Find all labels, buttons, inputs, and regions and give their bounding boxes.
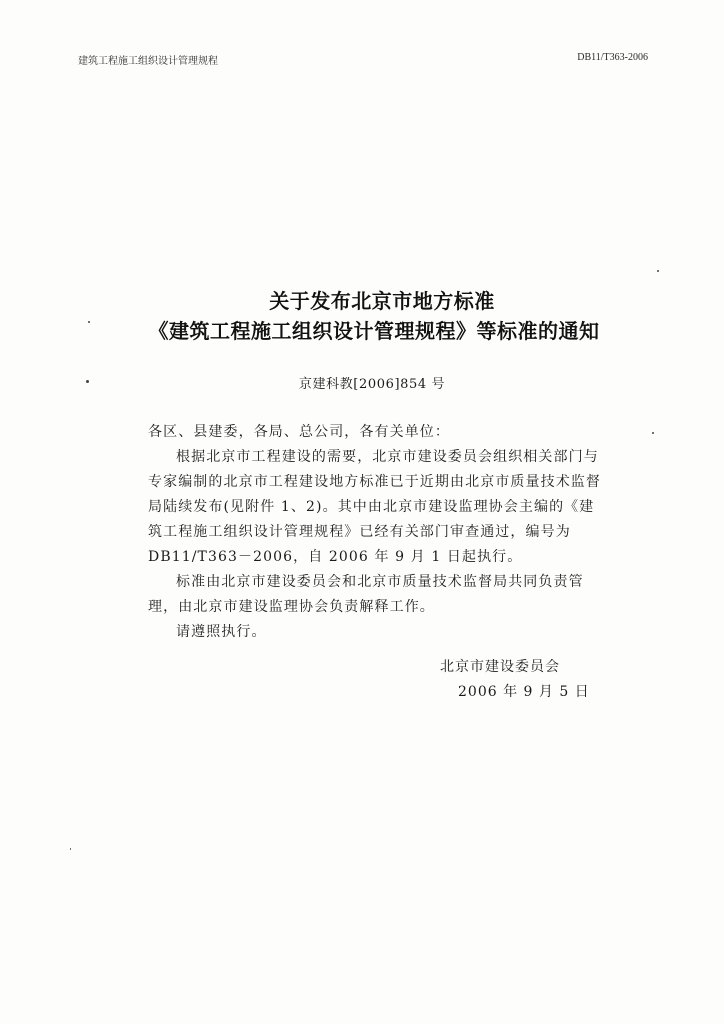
salutation: 各区、县建委，各局、总公司，各有关单位： (148, 424, 450, 440)
body-paragraph-2: 标准由北京市建设委员会和北京市质量技术监督局共同负责管理，由北京市建设监理协会负责解释工作。 (148, 574, 584, 615)
notice-title-line-1: 关于发布北京市地方标准 (269, 289, 495, 313)
running-header (78, 52, 648, 68)
scan-speck (657, 270, 659, 272)
scan-speck (652, 432, 654, 434)
signature-block (440, 655, 590, 705)
issue-date: 2006 年 9 月 5 日 (458, 684, 590, 700)
header-document-title: 建筑工程施工组织设计管理规程 (78, 56, 218, 67)
scan-speck (70, 848, 71, 850)
scan-speck (86, 380, 89, 383)
document-number: 京建科教[2006]854 号 (298, 377, 446, 392)
notice-title-line-2: 《建筑工程施工组织设计管理规程》等标准的通知 (148, 319, 600, 343)
issuing-organization: 北京市建设委员会 (440, 659, 560, 675)
header-standard-code: DB11/T363-2006 (577, 52, 648, 63)
notice-body (148, 420, 608, 645)
body-paragraph-1: 根据北京市工程建设的需要，北京市建设委员会组织相关部门与专家编制的北京市工程建设地方标准已于近期由北京市质量技术监督局陆续发布(见附件 1、2)。其中由北京市建设监理协会主编的《建筑工程施工组织设计管理规程》已经有关部门审查通过，编号为 DB11/T363－2006，自 2006 年 9 月 1 日起执行。 (148, 449, 601, 565)
scan-speck (88, 321, 90, 323)
body-paragraph-3: 请遵照执行。 (176, 624, 267, 640)
